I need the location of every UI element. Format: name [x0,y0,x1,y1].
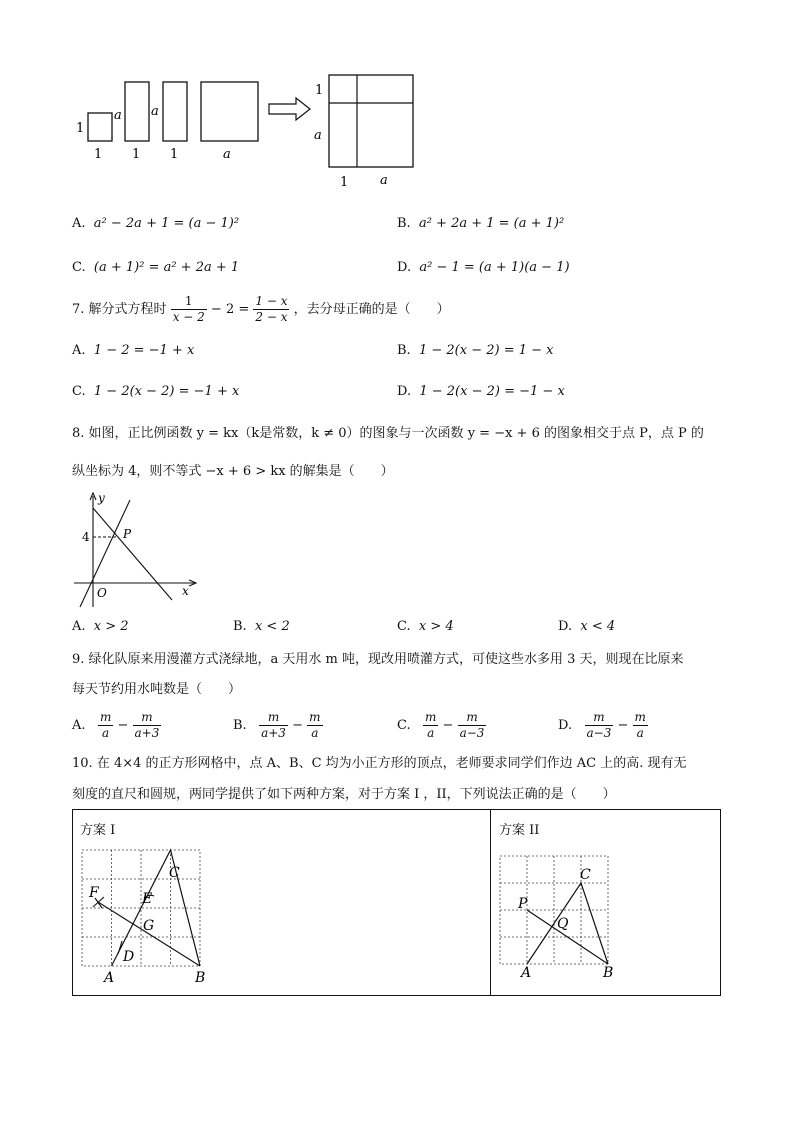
q8-option-a[interactable]: A. x > 2 [72,619,129,634]
q8-stem-line2: 纵坐标为 4，则不等式 −x + 6 > kx 的解集是（ ） [72,464,394,479]
q6-figure [70,70,430,195]
q6-option-b[interactable]: B. a² + 2a + 1 = (a + 1)² [397,216,565,231]
plan1-figure [74,846,214,986]
plan1-label-d: D [123,949,135,965]
small-square [88,113,112,141]
q10-stem-line1: 10. 在 4×4 的正方形网格中，点 A、B、C 均为小正方形的顶点，老师要求同学们作边 AC 上的高. 现有无 [72,756,687,771]
piece3-side: a [151,104,159,119]
piece2-bottom: 1 [132,147,141,162]
q9-stem-line2: 每天节约用水吨数是（ ） [72,682,242,697]
graph-origin: O [97,586,107,600]
q9-option-a[interactable]: A. $\frac{m}{a}$ − $\frac{m}{a+3}$ [72,710,160,740]
plan2-title: 方案 II [499,823,540,838]
plan1-label-b: B [195,970,206,986]
piece1-side: 1 [76,121,85,136]
implies-arrow [269,98,310,120]
q8-option-d[interactable]: D. x < 4 [558,619,616,634]
q7-option-b[interactable]: B. 1 − 2(x − 2) = 1 − x [397,343,554,358]
plan1-title: 方案 I [80,823,116,838]
graph-tick-4: 4 [82,530,90,544]
q9-option-d[interactable]: D. $\frac{m}{a-3}$ − $\frac{m}{a}$ [558,710,646,740]
plan2-label-a: A [521,965,532,981]
plan1-label-f: F [89,885,99,901]
rect-1-by-a-2 [163,82,187,141]
piece3-bottom: 1 [170,147,179,162]
q8-option-b[interactable]: B. x < 2 [233,619,290,634]
plan2-label-c: C [580,867,591,883]
plan2-label-b: B [603,965,614,981]
q9-option-b[interactable]: B. $\frac{m}{a+3}$ − $\frac{m}{a}$ [233,710,321,740]
q6-option-d[interactable]: D. a² − 1 = (a + 1)(a − 1) [397,260,570,275]
plan2-label-q: Q [557,916,569,932]
q7-stem: 7. 解分式方程时 $\frac{1}{x - 2}$ − 2 = $\frac{1 - x}{2 - x}$ ，去分母正确的是（ ） [72,294,450,324]
q7-option-c[interactable]: C. 1 − 2(x − 2) = −1 + x [72,384,240,399]
q9-stem-line1: 9. 绿化队原来用漫灌方式浇绿地，a 天用水 m 吨，现改用喷灌方式，可使这些水多用 3 天，则现在比原来 [72,652,684,667]
plan2-label-p: P [518,896,528,912]
graph-x-label: x [182,584,189,598]
q9-option-c[interactable]: C. $\frac{m}{a}$ − $\frac{m}{a-3}$ [397,710,485,740]
combined-square [329,75,413,167]
q10-stem-line2: 刻度的直尺和圆规，两同学提供了如下两种方案，对于方案 I ，II，下列说法正确的是（ ） [72,787,616,802]
q8-graph [70,490,210,610]
graph-point-p: P [123,527,132,541]
plan1-label-g: G [143,918,155,934]
q7-option-d[interactable]: D. 1 − 2(x − 2) = −1 − x [397,384,565,399]
q6-option-c[interactable]: C. (a + 1)² = a² + 2a + 1 [72,260,240,275]
piece2-side: a [114,108,122,123]
q8-stem-line1: 8. 如图，正比例函数 y = kx（k是常数，k ≠ 0）的图象与一次函数 y = −x + 6 的图象相交于点 P，点 P 的 [72,426,704,441]
q8-option-c[interactable]: C. x > 4 [397,619,454,634]
combined-left-top: 1 [315,83,324,98]
plan1-label-a: A [104,970,115,986]
combined-left-bottom: a [314,128,322,143]
square-a [201,82,258,141]
combined-bottom-left: 1 [340,175,349,190]
piece4-bottom: a [223,147,231,162]
plan1-label-e: E [142,891,153,907]
piece1-bottom: 1 [94,147,103,162]
q10-frame-divider [490,809,491,996]
plan1-label-c: C [169,865,180,881]
combined-bottom-right: a [380,173,388,188]
graph-y-label: y [98,491,105,505]
rect-1-by-a [125,82,149,141]
q7-option-a[interactable]: A. 1 − 2 = −1 + x [72,343,195,358]
q6-option-a[interactable]: A. a² − 2a + 1 = (a − 1)² [72,216,240,231]
plan2-figure [494,852,624,984]
